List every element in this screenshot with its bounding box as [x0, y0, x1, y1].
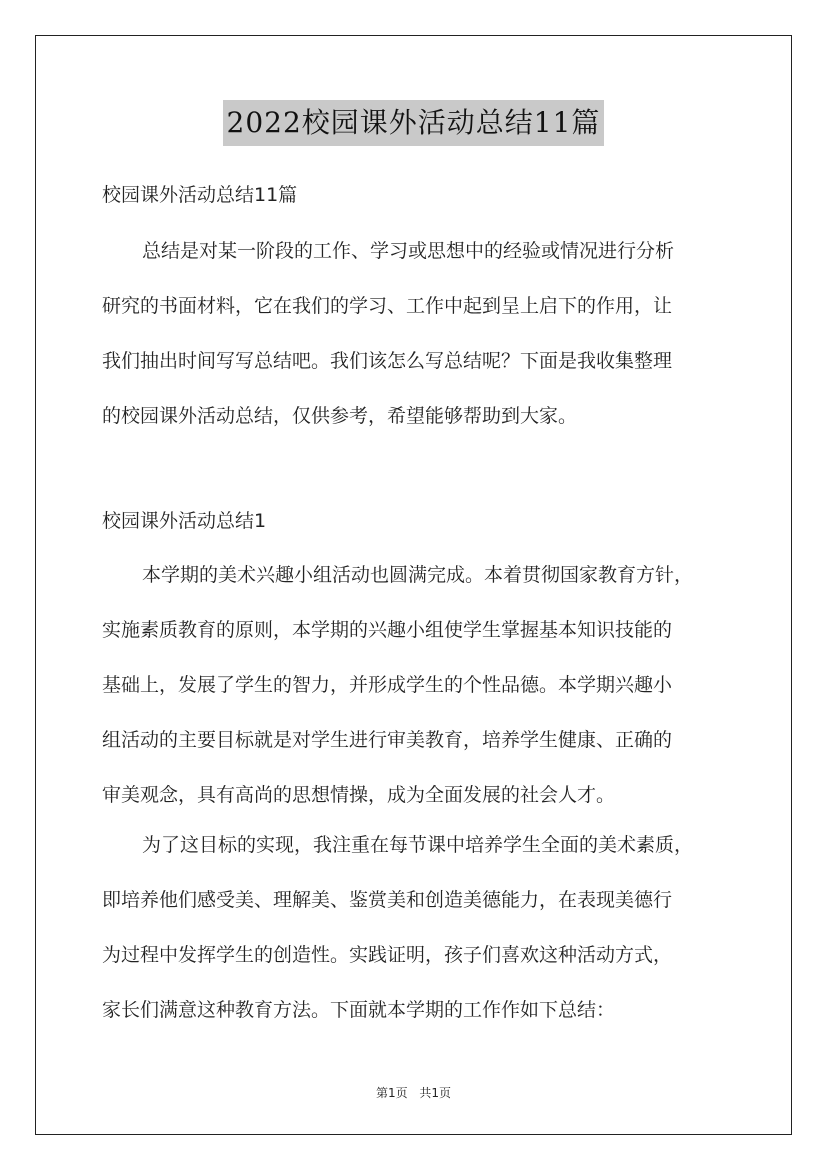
- paragraph-line: 组活动的主要目标就是对学生进行审美教育，培养学生健康、正确的: [102, 729, 673, 751]
- paragraph-line: 为了这目标的实现，我注重在每节课中培养学生全面的美术素质，: [142, 834, 694, 856]
- intro-line: 我们抽出时间写写总结吧。我们该怎么写总结呢？下面是我收集整理: [102, 350, 673, 372]
- document-title: 2022校园课外活动总结11篇: [223, 100, 605, 146]
- intro-line: 研究的书面材料，它在我们的学习、工作中起到呈上启下的作用，让: [102, 295, 673, 317]
- paragraph-line: 实施素质教育的原则，本学期的兴趣小组使学生掌握基本知识技能的: [102, 619, 673, 641]
- intro-line: 总结是对某一阶段的工作、学习或思想中的经验或情况进行分析: [142, 240, 675, 262]
- paragraph-line: 审美观念，具有高尚的思想情操，成为全面发展的社会人才。: [102, 784, 616, 806]
- paragraph-line: 即培养他们感受美、理解美、鉴赏美和创造美德能力，在表现美德行: [102, 889, 673, 911]
- page-footer: [0, 1084, 827, 1101]
- page-number: 第1页: [375, 1086, 408, 1100]
- paragraph-line: 为过程中发挥学生的创造性。实践证明，孩子们喜欢这种活动方式，: [102, 944, 673, 966]
- intro-line: 的校园课外活动总结，仅供参考，希望能够帮助到大家。: [102, 405, 578, 427]
- title-container: [0, 100, 827, 146]
- paragraph-line: 家长们满意这种教育方法。下面就本学期的工作作如下总结：: [102, 999, 616, 1021]
- subtitle-text: 校园课外活动总结11篇: [102, 184, 298, 206]
- paragraph-line: 本学期的美术兴趣小组活动也圆满完成。本着贯彻国家教育方针，: [142, 564, 694, 586]
- section-heading-text: 校园课外活动总结1: [102, 510, 267, 532]
- paragraph-line: 基础上，发展了学生的智力，并形成学生的个性品德。本学期兴趣小: [102, 674, 673, 696]
- page-total: 共1页: [419, 1086, 452, 1100]
